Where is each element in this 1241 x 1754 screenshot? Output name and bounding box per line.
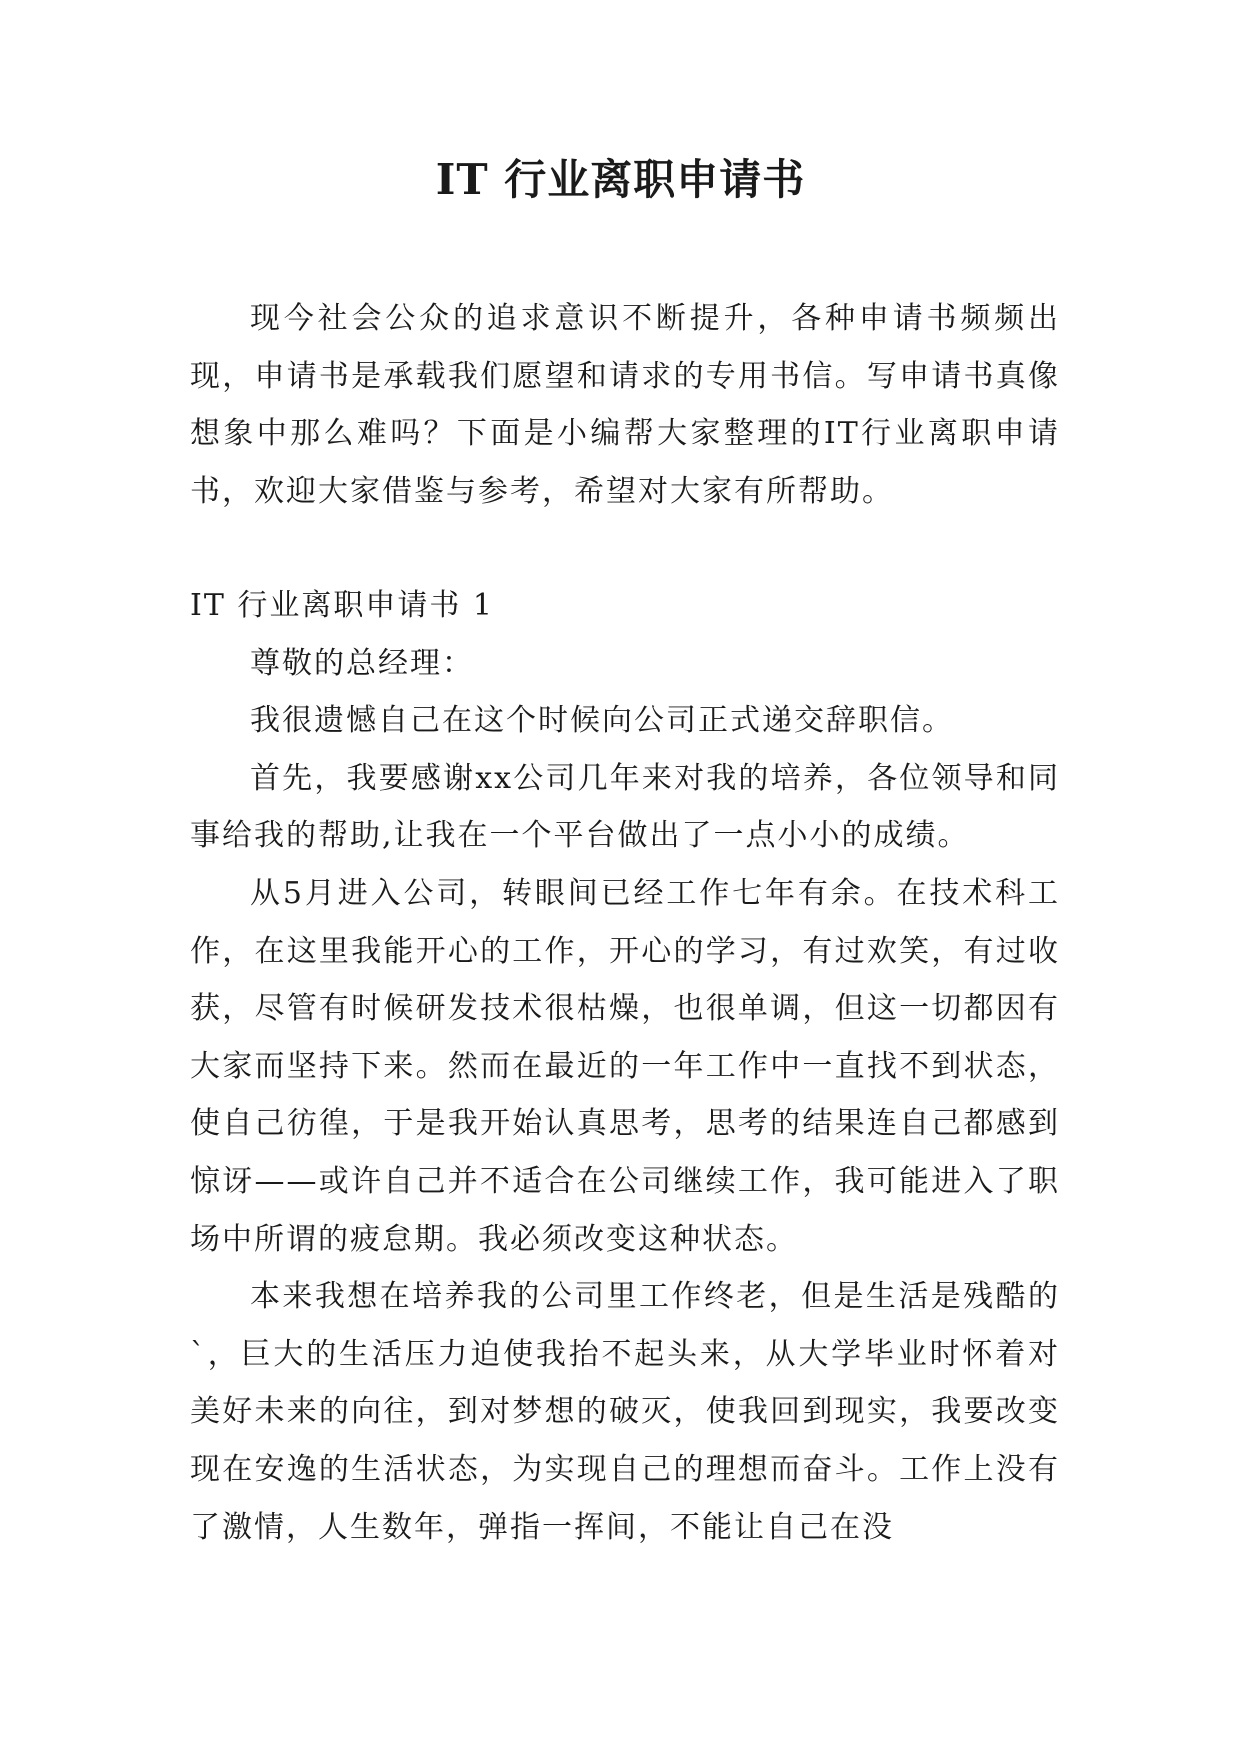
section-heading: IT 行业离职申请书 1 [190, 588, 495, 623]
salutation: 尊敬的总经理： [250, 645, 474, 681]
document-title: IT 行业离职申请书 [435, 155, 806, 204]
letter-paragraph-2: 首先，我要感谢xx公司几年来对我的培养，各位领导和同事给我的帮助,让我在一个平台做出了一点小小的成绩。 [190, 760, 1060, 854]
intro-paragraph: 现今社会公众的追求意识不断提升，各种申请书频频出现，申请书是承载我们愿望和请求的专用书信。写申请书真像想象中那么难吗？下面是小编帮大家整理的IT行业离职申请书，欢迎大家借鉴与参考，希望对大家有所帮助。 [190, 301, 1060, 509]
letter-paragraph-1: 我很遗憾自己在这个时候向公司正式递交辞职信。 [250, 703, 954, 739]
letter-paragraph-4: 本来我想在培养我的公司里工作终老，但是生活是残酷的`，巨大的生活压力迫使我抬不起头来，从大学毕业时怀着对美好未来的向往，到对梦想的破灭，使我回到现实，我要改变现在安逸的生活状态，为实现自己的理想而奋斗。工作上没有了激情，人生数年，弹指一挥间，不能让自己在没 [190, 1279, 1060, 1545]
intro-block [190, 290, 1060, 520]
letter-block [190, 577, 1060, 1556]
letter-paragraph-3: 从5月进入公司，转眼间已经工作七年有余。在技术科工作，在这里我能开心的工作，开心的学习，有过欢笑，有过收获，尽管有时候研发技术很枯燥，也很单调，但这一切都因有大家而坚持下来。然而在最近的一年工作中一直找不到状态，使自己彷徨，于是我开始认真思考，思考的结果连自己都感到惊讶——或许自己并不适合在公司继续工作，我可能进入了职场中所谓的疲怠期。我必须改变这种状态。 [190, 875, 1060, 1257]
